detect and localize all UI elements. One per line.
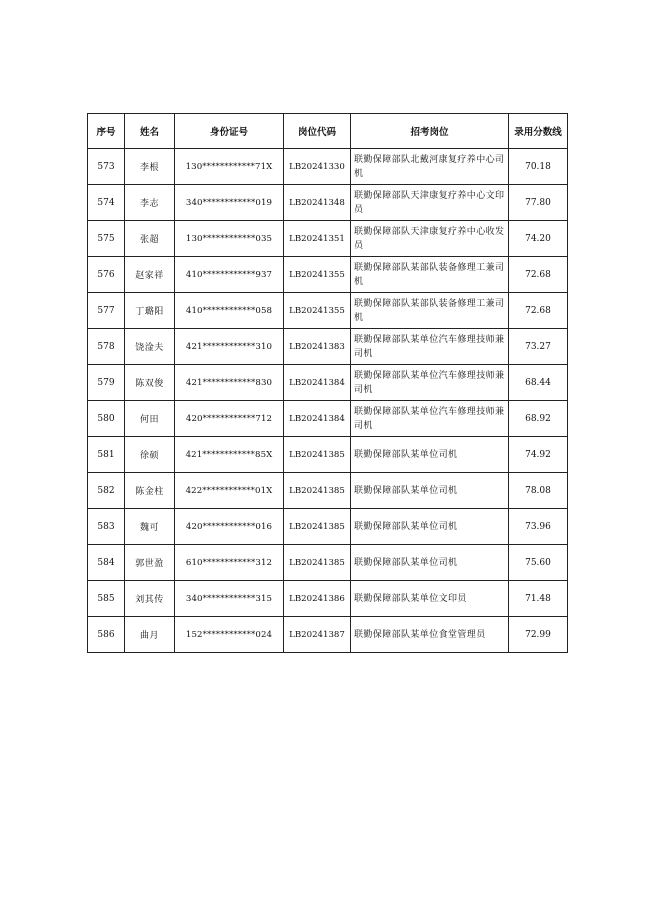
cell-post: 联勤保障部队北戴河康复疗养中心司机 [351,149,509,185]
header-id-number: 身份证号 [175,114,284,149]
cell-id-number: 410************058 [175,293,284,329]
cell-score: 73.27 [509,329,568,365]
cell-post: 联勤保障部队某单位汽车修理技师兼司机 [351,401,509,437]
cell-seq: 573 [88,149,125,185]
cell-seq: 584 [88,545,125,581]
cell-score: 75.60 [509,545,568,581]
cell-post-code: LB20241384 [284,365,351,401]
cell-score: 77.80 [509,185,568,221]
cell-seq: 576 [88,257,125,293]
cell-seq: 579 [88,365,125,401]
cell-post-code: LB20241383 [284,329,351,365]
cell-post-code: LB20241385 [284,509,351,545]
cell-post: 联勤保障部队某单位汽车修理技师兼司机 [351,329,509,365]
cell-post-code: LB20241386 [284,581,351,617]
cell-score: 72.68 [509,257,568,293]
cell-seq: 578 [88,329,125,365]
cell-name: 陈金柱 [125,473,175,509]
cell-name: 曲月 [125,617,175,653]
table-row [88,185,568,221]
cell-score: 78.08 [509,473,568,509]
cell-name: 郭世盈 [125,545,175,581]
cell-id-number: 421************830 [175,365,284,401]
table-row [88,401,568,437]
cell-score: 70.18 [509,149,568,185]
cell-post-code: LB20241330 [284,149,351,185]
table-row [88,221,568,257]
cell-id-number: 421************85X [175,437,284,473]
cell-post-code: LB20241348 [284,185,351,221]
cell-score: 74.92 [509,437,568,473]
cell-post: 联勤保障部队某单位司机 [351,473,509,509]
cell-name: 张超 [125,221,175,257]
header-row [88,114,568,149]
cell-post: 联勤保障部队天津康复疗养中心文印员 [351,185,509,221]
table-row [88,581,568,617]
cell-seq: 575 [88,221,125,257]
cell-score: 73.96 [509,509,568,545]
cell-post: 联勤保障部队某单位食堂管理员 [351,617,509,653]
cell-post: 联勤保障部队某单位司机 [351,545,509,581]
table-row [88,617,568,653]
cell-post-code: LB20241384 [284,401,351,437]
cell-seq: 574 [88,185,125,221]
cell-id-number: 152************024 [175,617,284,653]
table-row [88,509,568,545]
cell-post-code: LB20241385 [284,545,351,581]
cell-name: 饶淦夫 [125,329,175,365]
cell-post: 联勤保障部队某单位文印员 [351,581,509,617]
admission-score-table [87,113,568,653]
cell-seq: 577 [88,293,125,329]
cell-id-number: 610************312 [175,545,284,581]
cell-id-number: 410************937 [175,257,284,293]
cell-post-code: LB20241385 [284,473,351,509]
cell-id-number: 420************016 [175,509,284,545]
cell-seq: 580 [88,401,125,437]
cell-name: 刘其传 [125,581,175,617]
cell-post: 联勤保障部队某部队装备修理工兼司机 [351,293,509,329]
cell-seq: 582 [88,473,125,509]
table-row [88,293,568,329]
table-body [88,149,568,653]
table-header [88,114,568,149]
table-row [88,473,568,509]
cell-name: 徐硕 [125,437,175,473]
header-post: 招考岗位 [351,114,509,149]
cell-seq: 581 [88,437,125,473]
cell-score: 71.48 [509,581,568,617]
cell-name: 何田 [125,401,175,437]
cell-id-number: 422************01X [175,473,284,509]
cell-name: 陈双俊 [125,365,175,401]
table-row [88,545,568,581]
cell-score: 72.99 [509,617,568,653]
table-row [88,437,568,473]
header-seq: 序号 [88,114,125,149]
cell-name: 李根 [125,149,175,185]
cell-post-code: LB20241355 [284,257,351,293]
cell-post: 联勤保障部队某单位司机 [351,509,509,545]
cell-post: 联勤保障部队天津康复疗养中心收发员 [351,221,509,257]
cell-name: 李志 [125,185,175,221]
cell-score: 68.44 [509,365,568,401]
cell-seq: 583 [88,509,125,545]
table-row [88,149,568,185]
cell-id-number: 340************315 [175,581,284,617]
cell-score: 68.92 [509,401,568,437]
header-score: 录用分数线 [509,114,568,149]
cell-seq: 586 [88,617,125,653]
cell-id-number: 130************035 [175,221,284,257]
cell-post-code: LB20241387 [284,617,351,653]
cell-id-number: 130************71X [175,149,284,185]
cell-name: 魏可 [125,509,175,545]
table-row [88,257,568,293]
cell-seq: 585 [88,581,125,617]
header-name: 姓名 [125,114,175,149]
cell-post-code: LB20241355 [284,293,351,329]
cell-post: 联勤保障部队某部队装备修理工兼司机 [351,257,509,293]
cell-score: 72.68 [509,293,568,329]
cell-post-code: LB20241385 [284,437,351,473]
cell-id-number: 340************019 [175,185,284,221]
cell-id-number: 421************310 [175,329,284,365]
header-post-code: 岗位代码 [284,114,351,149]
cell-id-number: 420************712 [175,401,284,437]
cell-post: 联勤保障部队某单位司机 [351,437,509,473]
cell-score: 74.20 [509,221,568,257]
table-row [88,329,568,365]
table-row [88,365,568,401]
cell-post-code: LB20241351 [284,221,351,257]
cell-post: 联勤保障部队某单位汽车修理技师兼司机 [351,365,509,401]
cell-name: 赵家祥 [125,257,175,293]
cell-name: 丁璐阳 [125,293,175,329]
